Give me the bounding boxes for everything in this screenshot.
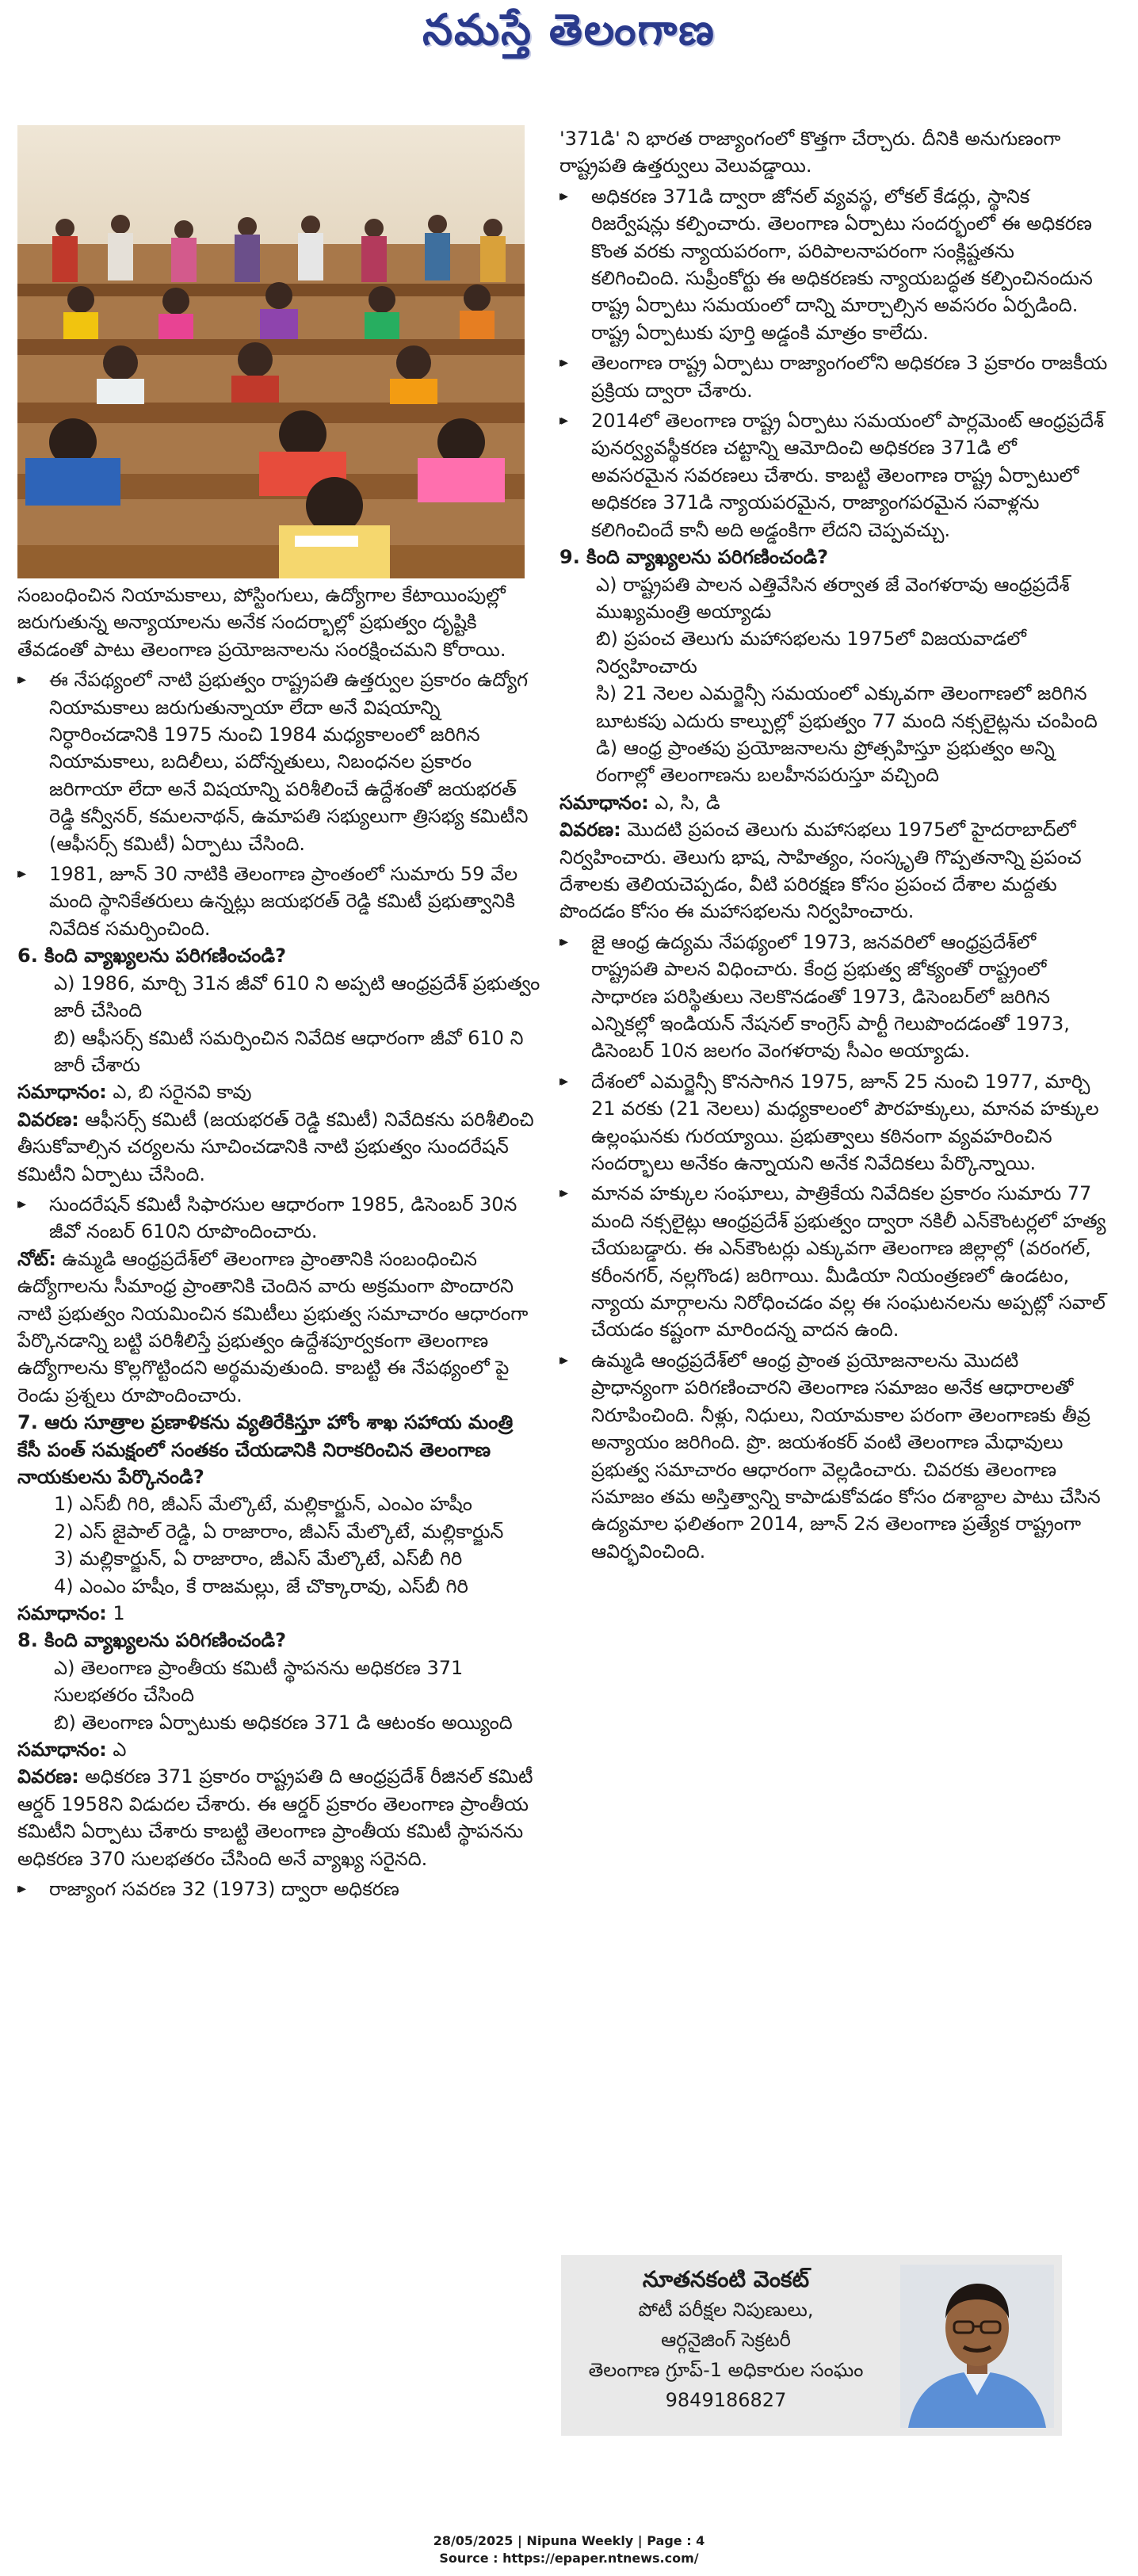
question-9-explanation [559, 816, 1108, 925]
answer-label: సమాధానం: [17, 1081, 107, 1104]
question-8-statement-b: బి) తెలంగాణ ఏర్పాటుకు అధికరణ 371 డి ఆటంకం అయ్యింది [54, 1711, 513, 1734]
answer-label: సమాధానం: [559, 791, 649, 814]
question-9-statement-d: డి) ఆంధ్ర ప్రాంతపు ప్రయోజనాలను ప్రోత్సహిస్తూ ప్రభుత్వం అన్ని రంగాల్లో తెలంగాణను బలహీనపరుస్తూ వచ్చింది [596, 736, 1055, 787]
answer-label: సమాధానం: [17, 1738, 107, 1761]
question-7-heading: 7. ఆరు సూత్రాల ప్రణాళికను వ్యతిరేకిస్తూ హోం శాఖ సహాయ మంత్రి కేసీ పంత్ సమక్షంలో సంతకం చేయడానికి నిరాకరించిన తెలంగాణ నాయకులను పేర్కొనండి? [17, 1411, 514, 1488]
bullet-paragraph: ▸▸ సుందరేషన్ కమిటీ సిఫారసుల ఆధారంగా 1985, డిసెంబర్ 30న జీవో నంబర్ 610ని రూపొందించారు. [17, 1191, 540, 1246]
bullet-paragraph: ▸▸ రాజ్యాంగ సవరణ 32 (1973) ద్వారా అధికరణ [17, 1876, 540, 1902]
answer-text: ఎ, బి సరైనవి కావు [106, 1081, 252, 1104]
answer-label: సమాధానం: [17, 1602, 107, 1625]
explanation-text: మొదటి ప్రపంచ తెలుగు మహాసభలు 1975లో హైదరాబాద్‌లో నిర్వహించారు. తెలుగు భాష, సాహిత్యం, సంస్కృతి గొప్పతనాన్ని ప్రపంచ దేశాలకు తెలియచెప్పడం, వీటి పరిరక్షణ కోసం ప్రపంచ దేశాల మద్దతు పొందడం కోసం ఈ మహాసభలను నిర్వహించారు. [559, 819, 1082, 923]
bullet-paragraph: ▸▸ 2014లో తెలంగాణ రాష్ట్ర ఏర్పాటు సమయంలో పార్లమెంట్ ఆంధ్రప్రదేశ్ పునర్వ్యవస్థీకరణ చట్టాన్ని ఆమోదించి అధికరణ 371డి లో అవసరమైన సవరణలు చేశారు. కాబట్టి తెలంగాణ రాష్ట్ర ఏర్పాటులో అధికరణ 371డి న్యాయపరమైన, రాజ్యాంగపరమైన సవాళ్లను కలిగించిందే కానీ అది అడ్డంకిగా లేదని చెప్పవచ్చు. [559, 407, 1108, 544]
question-9-heading: 9. కింది వ్యాఖ్యలను పరిగణించండి? [559, 546, 829, 569]
question-9-statement-a: ఎ) రాష్ట్రపతి పాలన ఎత్తివేసిన తర్వాత జే వెంగళరావు ఆంధ్రప్రదేశ్ ముఖ్యమంత్రి అయ్యాడు [596, 573, 1070, 623]
author-organization: తెలంగాణ గ్రూప్-1 అధికారుల సంఘం [588, 2359, 864, 2381]
note-text: ఉమ్మడి ఆంధ్రప్రదేశ్‌లో తెలంగాణ ప్రాంతానికి సంబంధించిన ఉద్యోగాలను సీమాంధ్ర ప్రాంతానికి చెందిన వారు అక్రమంగా పొందారని నాటి ప్రభుత్వం నియమించిన కమిటీలు ప్రభుత్వ సమాచారం ఆధారంగా పేర్కొనడాన్ని బట్టి పరిశీలిస్తే ప్రభుత్వం ఉద్దేశపూర్వకంగా తెలంగాణ ఉద్యోగాలను కొల్లగొట్టిందని అర్థమవుతుంది. కాబట్టి ఈ నేపథ్యంలో పై రెండు ప్రశ్నలు రూపొందించారు. [17, 1247, 529, 1406]
bullet-paragraph: ▸▸ జై ఆంధ్ర ఉద్యమ నేపథ్యంలో 1973, జనవరిలో ఆంధ్రప్రదేశ్‌లో రాష్ట్రపతి పాలన విధించారు. కేంద్ర ప్రభుత్వ జోక్యంతో రాష్ట్రంలో సాధారణ పరిస్థితులు నెలకొనడంతో 1973, డిసెంబర్‌లో జరిగిన ఎన్నికల్లో ఇండియన్ నేషనల్ కాంగ్రెస్ పార్టీ గెలుపొందడంతో 1973, డిసెంబర్ 10న జలగం వెంగళరావు సీఎం అయ్యాడు. [559, 929, 1108, 1065]
explanation-text: అధికరణ 371 ప్రకారం రాష్ట్రపతి ది ఆంధ్రప్రదేశ్ రీజినల్ కమిటీ ఆర్డర్ 1958ని విడుదల చేశారు. ఈ ఆర్డర్ ప్రకారం తెలంగాణ ప్రాంతీయ కమిటీని ఏర్పాటు చేశారు కాబట్టి తెలంగాణ ప్రాంతీయ కమిటీ స్థాపనను అధికరణ 370 సులభతరం చేసింది అనే వ్యాఖ్య సరైనది. [17, 1765, 533, 1870]
exam-hall-photo [17, 125, 525, 578]
footer-source: Source : https://epaper.ntnews.com/ [439, 2551, 699, 2566]
footer-date-page: 28/05/2025 | Nipuna Weekly | Page : 4 [433, 2533, 705, 2548]
question-7-option-4: 4) ఎంఎం హషీం, కే రాజమల్లు, జే చొక్కారావు, ఎస్‌బీ గిరి [54, 1574, 468, 1597]
question-9-statement-c: సి) 21 నెలల ఎమర్జెన్సీ సమయంలో ఎక్కువగా తెలంగాణలో జరిగిన బూటకపు ఎదురు కాల్పుల్లో ప్రభుత్వం 77 మంది నక్సలైట్లను చంపింది [596, 682, 1098, 732]
bullet-paragraph: ▸▸ మానవ హక్కుల సంఘాలు, పాత్రికేయ నివేదికల ప్రకారం సుమారు 77 మంది నక్సలైట్లు ఆంధ్రప్రదేశ్ ప్రభుత్వం ద్వారా నకిలీ ఎన్‌కౌంటర్లలో హత్య చేయబడ్డారు. ఈ ఎన్‌కౌంటర్లు ఎక్కువగా తెలంగాణ జిల్లాల్లో (వరంగల్, కరీంనగర్, నల్లగొండ) జరిగాయి. మీడియా నియంత్రణలో ఉండటం, న్యాయ మార్గాలను నిరోధించడం వల్ల ఈ సంఘటనలను అప్పట్లో సవాల్ చేయడం కష్టంగా మారిందన్న వాదన ఉంది. [559, 1180, 1108, 1343]
bullet-paragraph: ▸▸ దేశంలో ఎమర్జెన్సీ కొనసాగిన 1975, జూన్ 25 నుంచి 1977, మార్చి 21 వరకు (21 నెలలు) మధ్యకాలంలో పౌరహక్కులు, మానవ హక్కుల ఉల్లంఘనకు గురయ్యాయి. ప్రభుత్వాలు కఠినంగా వ్యవహరించిన సందర్భాలు అనేకం ఉన్నాయని అనేక నివేదికలు పేర్కొన్నాయి. [559, 1068, 1108, 1177]
author-role: ఆర్గనైజింగ్ సెక్రటరీ [661, 2329, 791, 2351]
explanation-text: ఆఫీసర్స్ కమిటీ (జయభరత్ రెడ్డి కమిటీ) నివేదికను పరిశీలించి తీసుకోవాల్సిన చర్యలను సూచించడానికి నాటి ప్రభుత్వం సుందరేషన్ కమిటీని ఏర్పాటు చేసింది. [17, 1108, 534, 1185]
question-9-answer [559, 789, 1108, 816]
right-column [559, 125, 1108, 1565]
bullet-paragraph: ▸▸ ఉమ్మడి ఆంధ్రప్రదేశ్‌లో ఆంధ్ర ప్రాంత ప్రయోజనాలను మొదటి ప్రాధాన్యంగా పరిగణించారని తెలంగాణ సమాజం అనేక ఆధారాలతో నిరూపించింది. నీళ్లు, నిధులు, నియామకాల పరంగా తెలంగాణకు తీవ్ర అన్యాయం జరిగింది. ప్రొ. జయశంకర్ వంటి తెలంగాణ మేధావులు ప్రభుత్వ సమాచారం ఆధారంగా వెల్లడించారు. చివరకు తెలంగాణ సమాజం తమ అస్తిత్వాన్ని కాపాడుకోవడం కోసం దశాబ్దాల పాటు చేసిన ఉద్యమాల ఫలితంగా 2014, జూన్ 2న తెలంగాణ ప్రత్యేక రాష్ట్రంగా ఆవిర్భవించింది. [559, 1347, 1108, 1565]
question-7-option-1: 1) ఎస్‌బీ గిరి, జీఎస్ మేల్కొటే, మల్లికార్జున్‌, ఎంఎం హషీం [54, 1493, 472, 1516]
author-title: పోటీ పరీక్షల నిపుణులు, [638, 2299, 814, 2321]
question-8-explanation [17, 1763, 540, 1872]
author-box [561, 2255, 1062, 2436]
explanation-label: వివరణ: [17, 1108, 79, 1131]
bullet-paragraph: ▸▸ అధికరణ 371డి ద్వారా జోనల్ వ్యవస్థ, లోకల్ కేడర్లు, స్థానిక రిజర్వేషన్లు కల్పించారు. తెలంగాణ ఏర్పాటు సందర్భంలో ఈ అధికరణ కొంత వరకు న్యాయపరంగా, పరిపాలనాపరంగా సంక్లిష్టతను కలిగించింది. సుప్రీంకోర్టు ఈ అధికరణకు న్యాయబద్ధత కల్పించినందున రాష్ట్ర ఏర్పాటు సమయంలో దాన్ని మార్చాల్సిన అవసరం ఏర్పడింది. రాష్ట్ర ఏర్పాటుకు పూర్తి అడ్డంకి మాత్రం కాలేదు. [559, 183, 1108, 346]
question-7-option-3: 3) మల్లికార్జున్‌, ఏ రాజారాం, జీఎస్ మేల్కొటే, ఎస్‌బీ గిరి [54, 1548, 463, 1570]
question-6-explanation [17, 1106, 540, 1188]
question-6-answer [17, 1078, 540, 1105]
question-6-statement-b: బి) ఆఫీసర్స్ కమిటీ సమర్పించిన నివేదిక ఆధారంగా జీవో 610 ని జారీ చేశారు [54, 1026, 524, 1076]
explanation-label: వివరణ: [559, 819, 621, 841]
question-7-option-2: 2) ఎస్ జైపాల్ రెడ్డి, ఏ రాజారాం, జీఎస్ మేల్కొటే, మల్లికార్జున్ [54, 1520, 504, 1543]
bullet-paragraph: ▸▸ ఈ నేపథ్యంలో నాటి ప్రభుత్వం రాష్ట్రపతి ఉత్తర్వుల ప్రకారం ఉద్యోగ నియామకాలు జరుగుతున్నాయా లేదా అనే విషయాన్ని నిర్ధారించడానికి 1975 నుంచి 1984 మధ్యకాలంలో జరిగిన నియామకాలు, బదిలీలు, పదోన్నతులు, నిబంధనల ప్రకారం జరిగాయా లేదా అనే విషయాన్ని పరిశీలించే ఉద్దేశంతో జయభరత్ రెడ్డి కన్వీనర్‌, కమలనాథన్‌, ఉమాపతి సభ్యులుగా త్రిసభ్య కమిటీని (ఆఫీసర్స్ కమిటీ) ఏర్పాటు చేసింది. [17, 666, 540, 857]
page-footer [0, 2532, 1138, 2567]
bullet-paragraph: ▸▸ తెలంగాణ రాష్ట్ర ఏర్పాటు రాజ్యాంగంలోని అధికరణ 3 ప్రకారం రాజకీయ ప్రక్రియ ద్వారా చేశారు. [559, 349, 1108, 404]
author-details [561, 2265, 891, 2415]
question-6-heading: 6. కింది వ్యాఖ్యలను పరిగణించండి? [17, 945, 287, 967]
note-paragraph [17, 1246, 540, 1409]
explanation-label: వివరణ: [17, 1765, 79, 1788]
question-7-answer [17, 1600, 540, 1627]
answer-text: 1 [106, 1602, 125, 1625]
author-name: నూతనకంటి వెంకట్ [642, 2266, 810, 2292]
left-column [17, 582, 540, 1903]
question-9-statement-b: బి) ప్రపంచ తెలుగు మహాసభలను 1975లో విజయవాడలో నిర్వహించారు [596, 628, 1026, 677]
note-label: నోట్: [17, 1247, 56, 1270]
masthead [0, 0, 1138, 70]
lead-paragraph: '371డి' ని భారత రాజ్యాంగంలో కొత్తగా చేర్చారు. దీనికి అనుగుణంగా రాష్ట్రపతి ఉత్తర్వులు వెలువడ్డాయి. [559, 128, 1061, 177]
question-8-statement-a: ఎ) తెలంగాణ ప్రాంతీయ కమిటీ స్థాపనను అధికరణ 371 సులభతరం చేసింది [54, 1656, 464, 1707]
author-phone: 9849186827 [665, 2389, 787, 2411]
question-8-answer [17, 1736, 540, 1763]
answer-text: ఎ [106, 1738, 127, 1761]
lead-paragraph: సంబంధించిన నియామకాలు, పోస్టింగులు, ఉద్యోగాల కేటాయింపుల్లో జరుగుతున్న అన్యాయాలను అనేక సందర్భాల్లో ప్రభుత్వం దృష్టికి తేవడంతో పాటు తెలంగాణ ప్రయోజనాలను సంరక్షించమని కోరాయి. [17, 584, 506, 661]
answer-text: ఎ, సి, డి [648, 791, 720, 814]
author-photo [900, 2265, 1054, 2428]
question-8-heading: 8. కింది వ్యాఖ్యలను పరిగణించండి? [17, 1629, 287, 1652]
question-6-statement-a: ఎ) 1986, మార్చి 31న జీవో 610 ని అప్పటి ఆంధ్రప్రదేశ్ ప్రభుత్వం జారీ చేసింది [54, 971, 540, 1022]
newspaper-logo: నమస్తే తెలంగాణ [422, 5, 716, 55]
bullet-paragraph: ▸▸ 1981, జూన్ 30 నాటికి తెలంగాణ ప్రాంతంలో సుమారు 59 వేల మంది స్థానికేతరులు ఉన్నట్లు జయభరత్ రెడ్డి కమిటీ ప్రభుత్వానికి నివేదిక సమర్పించింది. [17, 861, 540, 942]
